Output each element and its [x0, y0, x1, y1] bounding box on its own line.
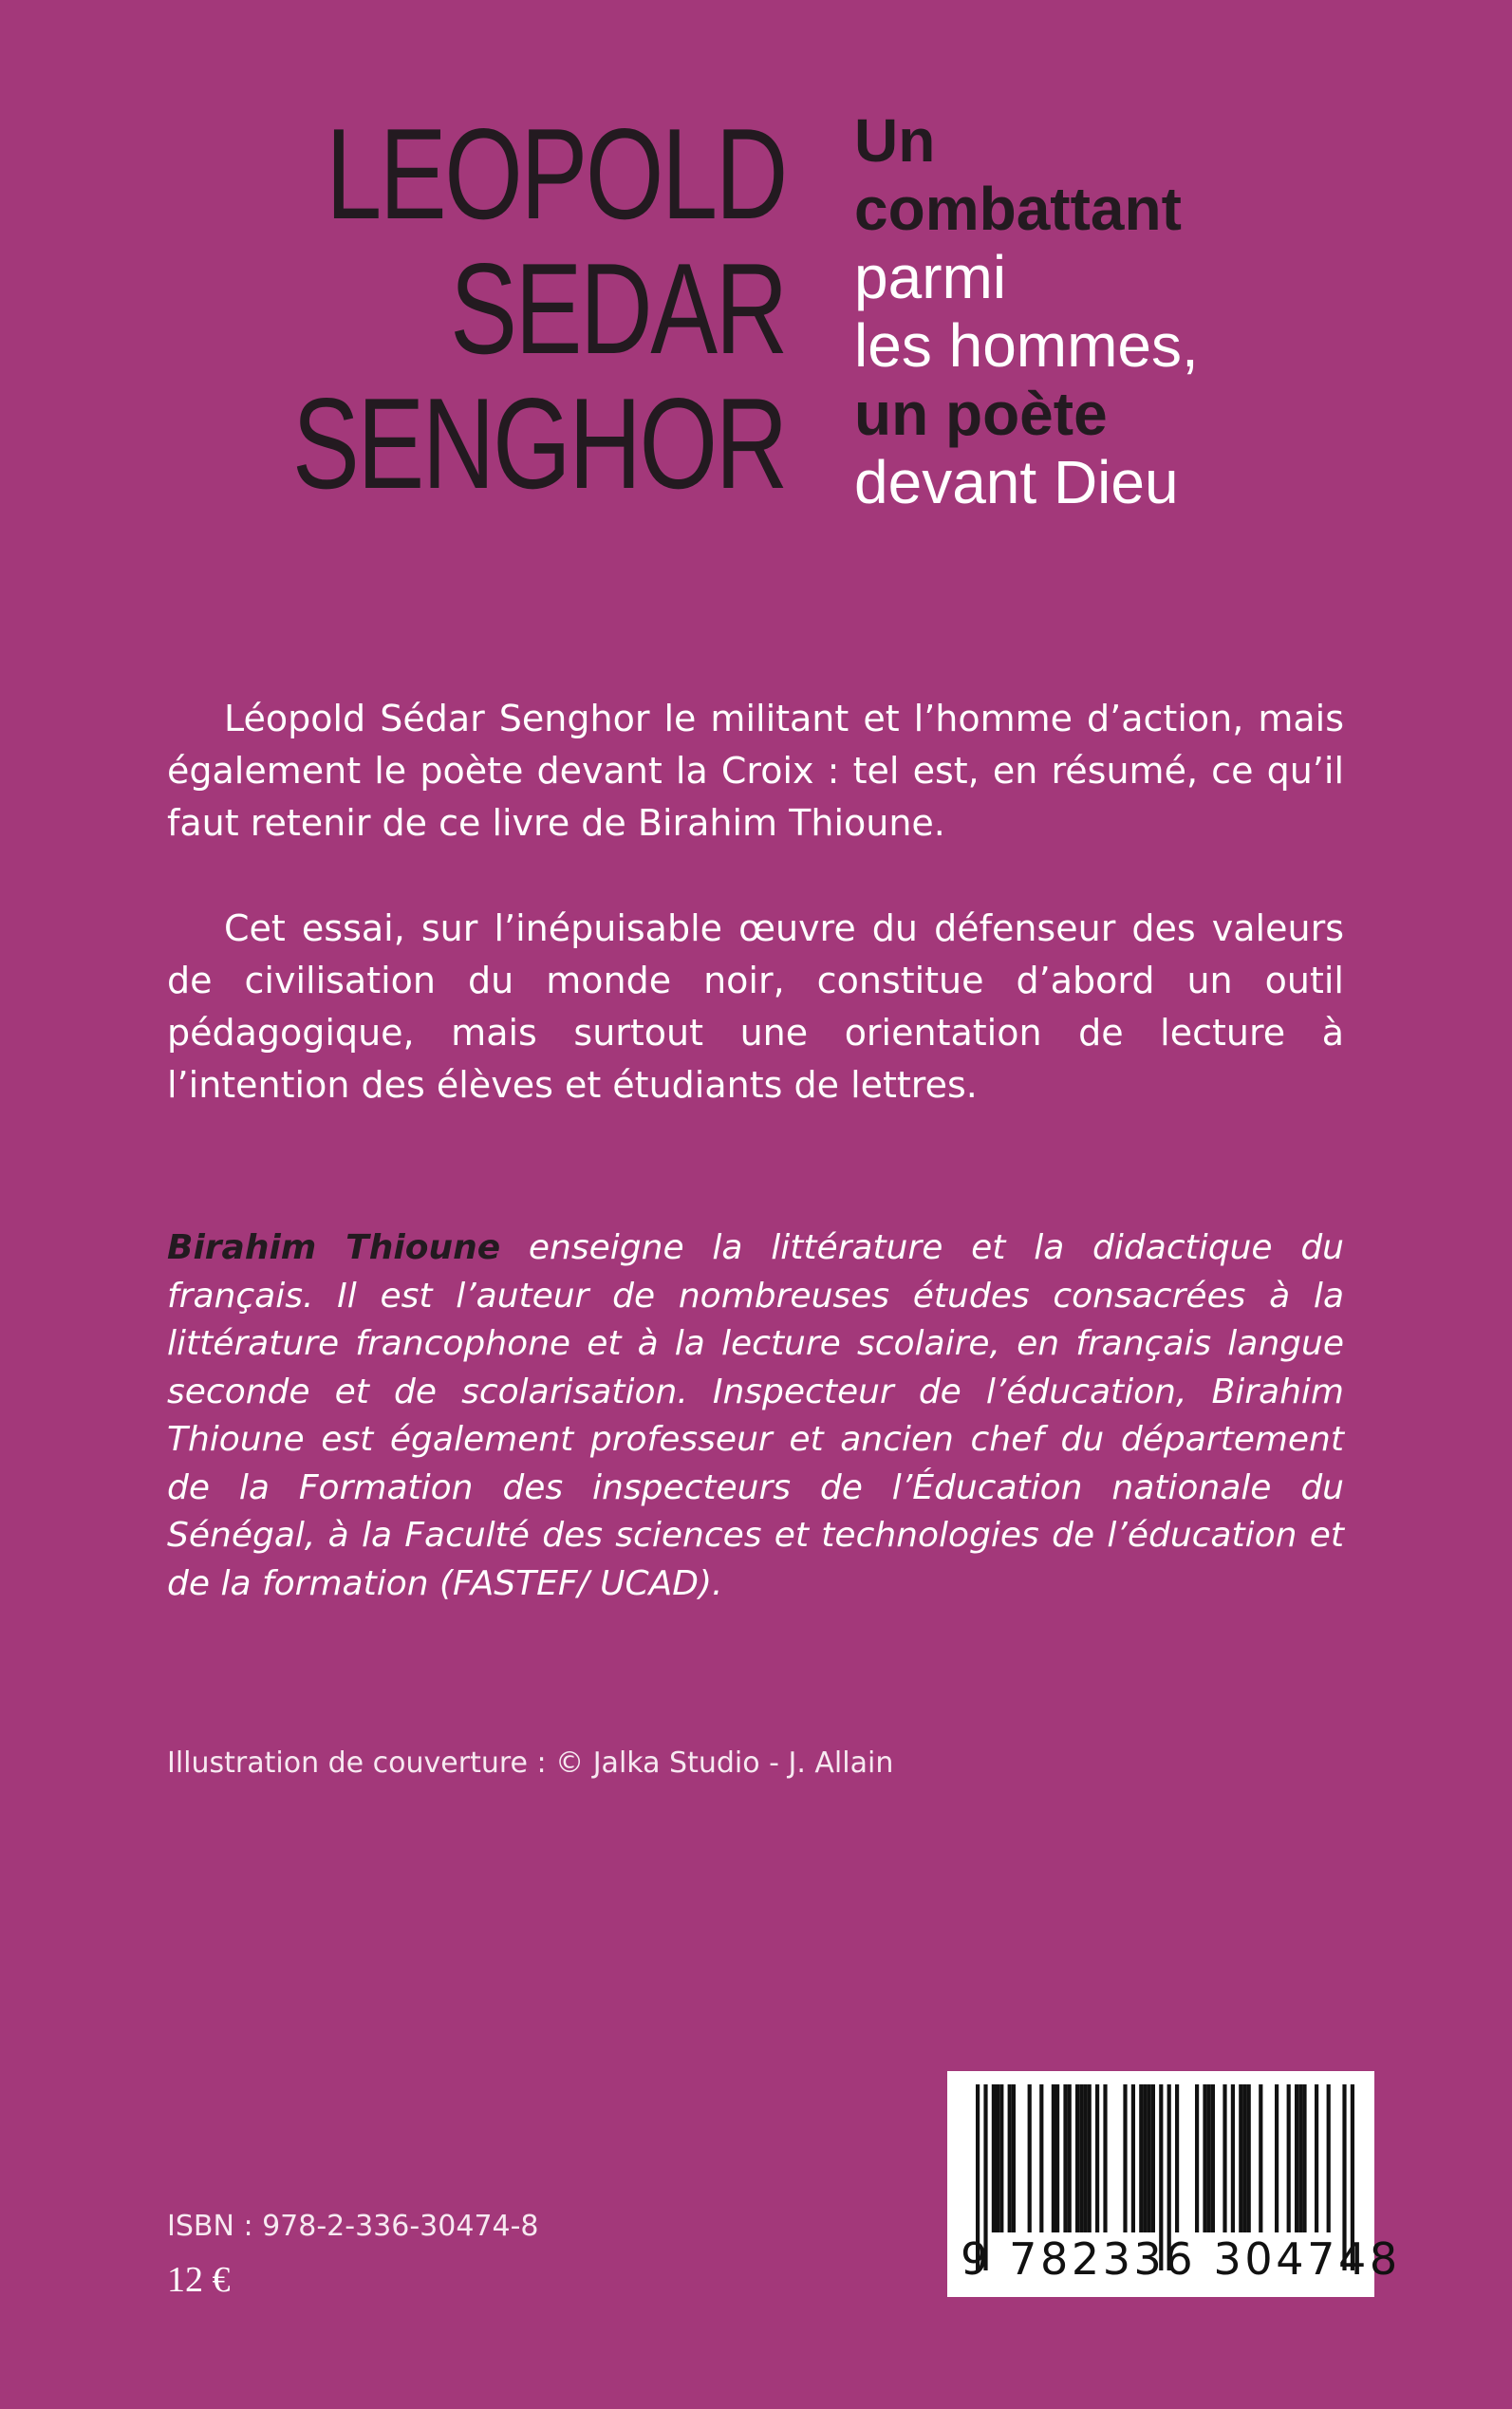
barcode-bar	[1203, 2084, 1206, 2232]
barcode-bar	[1195, 2084, 1199, 2232]
barcode-bar	[1012, 2084, 1016, 2232]
subtitle-line-6: devant Dieu	[854, 448, 1179, 516]
barcode-bar	[1079, 2084, 1083, 2232]
author-line-2: SEDAR	[450, 236, 786, 381]
barcode-bar	[996, 2084, 999, 2232]
barcode-bar	[1103, 2084, 1107, 2232]
summary-paragraph-2: Cet essai, sur l’inépuisable œuvre du défenseur des valeurs de civilisation du monde noir, constitue d’abord un outil pédagogique, mais surtout une orientation de lecture à l’intention des élèves et étudiants de lettres.	[167, 907, 1344, 1106]
barcode-bar	[1315, 2084, 1318, 2232]
barcode-bar	[1302, 2084, 1306, 2232]
barcode-bar	[1075, 2084, 1079, 2232]
author-name	[268, 102, 786, 515]
barcode-bar	[992, 2084, 996, 2232]
barcode-bar	[1123, 2084, 1127, 2232]
barcode-bar	[1068, 2084, 1072, 2232]
barcode-bar	[1298, 2084, 1302, 2232]
barcode-bar	[1242, 2084, 1246, 2232]
barcode-bar	[1131, 2084, 1135, 2232]
barcode-bar	[1211, 2084, 1215, 2232]
barcode-digits: 9 782336 304748	[961, 2233, 1401, 2285]
barcode-bar	[1052, 2084, 1055, 2232]
barcode-bar	[1008, 2084, 1012, 2232]
bio-text: enseigne la littérature et la didactique du français. Il est l’auteur de nombreuses études consacrées à la littérature francophone et à la lecture scolaire, en français langue seconde et de scolarisation. Inspecteur de l’éducation, Birahim Thioune est également professeur et ancien chef du département de la Formation des inspecteurs de l’Éducation nationale du Sénégal, à la Faculté des sciences et technologies de l’éducation et de la formation (FASTEF/ UCAD).	[167, 1228, 1344, 1603]
price: 12 €	[167, 2260, 231, 2300]
barcode-bar	[1095, 2084, 1099, 2232]
barcode	[947, 2071, 1401, 2297]
barcode-bar	[1175, 2084, 1179, 2232]
summary-paragraph-1: Léopold Sédar Senghor le militant et l’homme d’action, mais également le poète devant la Croix : tel est, en résumé, ce qu’il faut retenir de ce livre de Birahim Thioune.	[167, 698, 1344, 844]
barcode-bar	[1148, 2084, 1151, 2232]
barcode-bar	[1223, 2084, 1226, 2232]
barcode-bar	[1039, 2084, 1043, 2232]
barcode-bar	[1207, 2084, 1211, 2232]
barcode-bar	[1287, 2084, 1291, 2232]
subtitle-line-4: les hommes,	[854, 311, 1199, 380]
author-line-1: LEOPOLD	[326, 102, 786, 246]
barcode-bar	[1275, 2084, 1279, 2232]
book-subtitle	[854, 106, 1500, 516]
barcode-bar	[1239, 2084, 1242, 2232]
barcode-bar	[1028, 2084, 1032, 2232]
barcode-bar	[1055, 2084, 1059, 2232]
barcode-bar	[1259, 2084, 1262, 2232]
barcode-bar	[1139, 2084, 1143, 2232]
barcode-bar	[1231, 2084, 1235, 2232]
subtitle-line-3: parmi	[854, 243, 1007, 311]
barcode-bar	[1247, 2084, 1251, 2232]
isbn: ISBN : 978-2-336-30474-8	[167, 2210, 539, 2243]
barcode-bar	[1083, 2084, 1087, 2232]
barcode-bar	[1151, 2084, 1155, 2232]
subtitle-line-5: un poète	[854, 380, 1108, 448]
author-bio	[167, 1224, 1344, 1608]
barcode-bar	[1327, 2084, 1331, 2232]
bio-author-name: Birahim Thioune	[167, 1228, 501, 1267]
book-summary	[167, 693, 1344, 1165]
subtitle-line-1: Un	[854, 106, 936, 175]
illustration-credit: Illustration de couverture : © Jalka Studio - J. Allain	[167, 1746, 894, 1780]
barcode-bar	[1295, 2084, 1298, 2232]
barcode-bar	[1063, 2084, 1067, 2232]
author-line-3: SENGHOR	[292, 371, 786, 515]
barcode-bar	[999, 2084, 1003, 2232]
barcode-bar	[1088, 2084, 1092, 2232]
subtitle-line-2: combattant	[854, 175, 1182, 243]
barcode-bar	[1143, 2084, 1147, 2232]
